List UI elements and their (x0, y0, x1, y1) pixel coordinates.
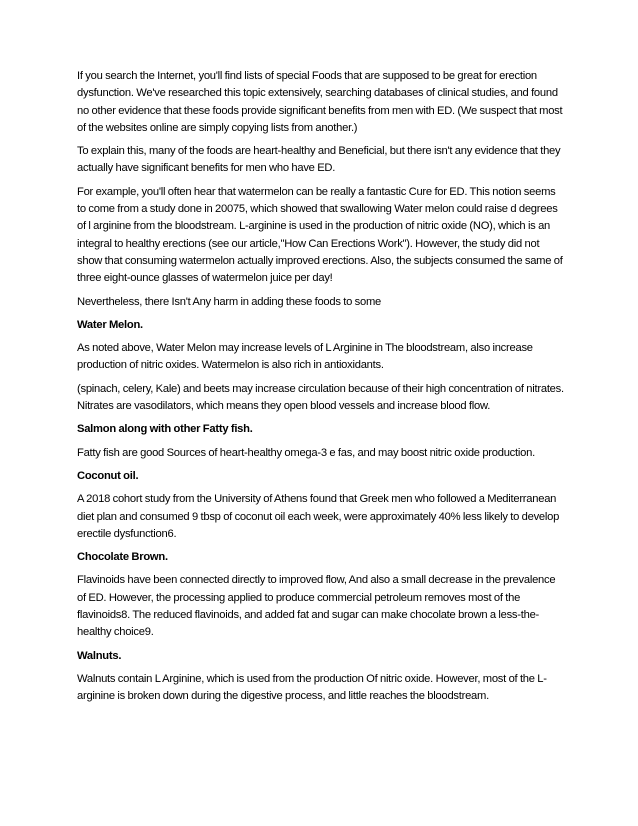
salmon-paragraph: Fatty fish are good Sources of heart-healthy omega-3 e fas, and may boost nitric oxide production. (77, 446, 535, 459)
coconut-oil-paragraph: A 2018 cohort study from the University of Athens found that Greek men who followed a Mediterranean diet plan and consumed 9 tbsp of coconut oil each week, were approximately 40% less likely to develop erectile dysfunction6. (77, 493, 560, 540)
document-body (77, 68, 565, 712)
section-heading-coconut-oil: Coconut oil. (77, 469, 139, 482)
section-heading-chocolate: Chocolate Brown. (77, 551, 168, 564)
intro-paragraph: If you search the Internet, you'll find lists of special Foods that are supposed to be great for erection dysfunction. We've researched this topic extensively, searching databases of clinical studies, and found no other evidence that these foods provide significant benefits from men with ED. (We suspect that most of the websites online are simply copying lists from another.) (77, 70, 563, 134)
walnuts-paragraph: Walnuts contain L Arginine, which is used from the production Of nitric oxide. However, most of the L-arginine is broken down during the digestive process, and little reaches the bloodstream. (77, 672, 547, 703)
explanation-paragraph: To explain this, many of the foods are heart-healthy and Beneficial, but there isn't any evidence that they actually have significant benefits for men who have ED. (77, 145, 561, 175)
section-heading-watermelon: Water Melon. (77, 318, 143, 331)
chocolate-paragraph: Flavinoids have been connected directly to improved flow, And also a small decrease in the prevalence of ED. However, the processing applied to produce commercial petroleum removes most of the flavinoids8. The reduced flavinoids, and added fat and sugar can make chocolate brown a less-the-healthy choice9. (77, 574, 556, 639)
watermelon-example-paragraph: For example, you'll often hear that watermelon can be really a fantastic Cure for ED. This notion seems to come from a study done in 20075, which showed that swallowing Water melon could raise d degrees of l arginine from the bloodstream. L-arginine is used in the production of nitric oxide (NO), which is an integral to healthy erections (see our article,"How Can Erections Work"). However, the study did not show that consuming watermelon actually improved erections. Also, the subjects consumed the same of three eight-ounce glasses of watermelon juice per day! (77, 185, 563, 285)
watermelon-paragraph: As noted above, Water Melon may increase levels of L Arginine in The bloodstream, also increase production of nitric oxides. Watermelon is also rich in antioxidants. (77, 342, 533, 372)
section-heading-salmon: Salmon along with other Fatty fish. (77, 423, 253, 436)
nevertheless-paragraph: Nevertheless, there Isn't Any harm in adding these foods to some (77, 295, 382, 308)
section-heading-walnuts: Walnuts. (77, 649, 122, 662)
leafy-greens-paragraph: (spinach, celery, Kale) and beets may increase circulation because of their high concentration of nitrates. Nitrates are vasodilators, which means they open blood vessels and increase blood flow. (77, 382, 564, 413)
